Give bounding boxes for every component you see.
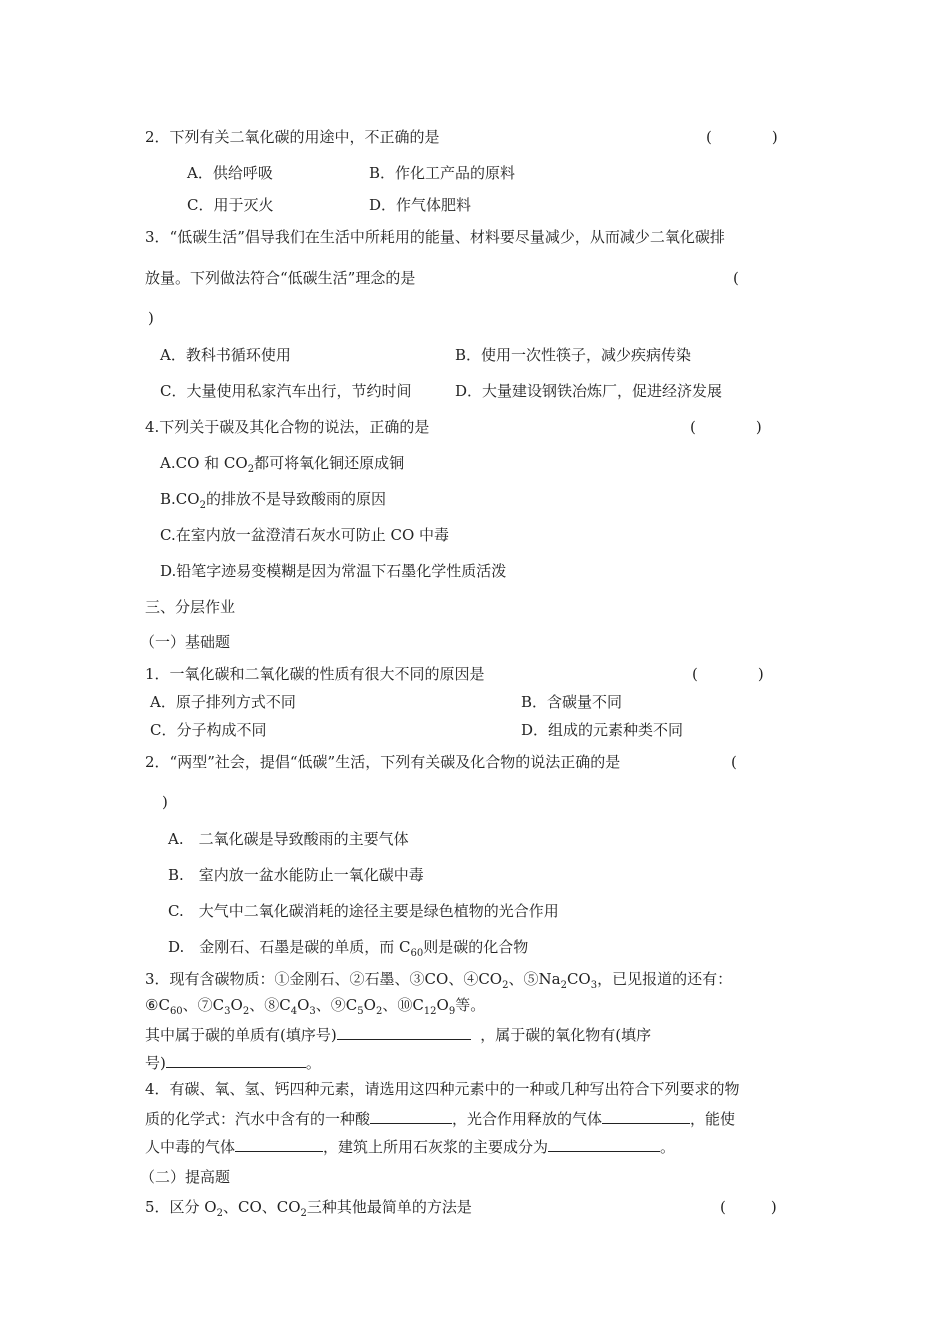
a5-stem: 5．区分 $O_2$、CO、$CO_2$三种其他最简单的方法是 <box>145 1198 472 1219</box>
b1-option-a: A．原子排列方式不同 <box>150 693 296 711</box>
q3-option-c: C．大量使用私家汽车出行，节约时间 <box>160 382 412 400</box>
b2-bracket-open: ( <box>731 753 737 771</box>
b3-line1: 3．现有含碳物质：①金刚石、②石墨、③CO、$④CO_2$、$⑤Na_2CO_3$，已见报道的还有： <box>145 970 733 991</box>
b4-blank-toxic-gas[interactable] <box>235 1135 323 1152</box>
q4-option-d: D.铅笔字迹易变模糊是因为常温下石墨化学性质活泼 <box>160 562 507 580</box>
q2-option-a: A．供给呼吸 <box>187 164 273 182</box>
q3-stem-line1: 3．“低碳生活”倡导我们在生活中所耗用的能量、材料要尽量减少，从而减少二氧化碳排 <box>145 228 725 246</box>
b3-blank-elements[interactable] <box>337 1023 471 1040</box>
q2-option-c: C．用于灭火 <box>187 196 274 214</box>
subsection-basic: （一）基础题 <box>140 633 231 651</box>
q2-option-b: B．作化工产品的原料 <box>369 164 516 182</box>
a5-answer-bracket: ( ) <box>720 1198 777 1216</box>
b4-blank-acid[interactable] <box>370 1107 452 1124</box>
b3-line2: $⑥C_{60}$、$⑦C_3O_2$、$⑧C_4O_3$、$⑨C_5O_2$、$⑩C_{12}O_9$等。 <box>145 996 486 1017</box>
b4-blank-gas[interactable] <box>602 1107 690 1124</box>
b2-bracket-close: ) <box>162 793 168 811</box>
b3-blank-oxides[interactable] <box>166 1051 306 1068</box>
q4-option-c: C.在室内放一盆澄清石灰水可防止 CO 中毒 <box>160 526 450 544</box>
q2-stem: 2．下列有关二氧化碳的用途中，不正确的是 <box>145 128 440 146</box>
q3-option-d: D．大量建设钢铁冶炼厂，促进经济发展 <box>455 382 723 400</box>
q4-answer-bracket: ( ) <box>690 418 762 436</box>
q3-bracket-open: ( <box>733 269 739 287</box>
b1-option-c: C．分子构成不同 <box>150 721 267 739</box>
b2-option-d: D. 金刚石、石墨是碳的单质，而 $C_{60}$则是碳的化合物 <box>168 938 529 959</box>
b4-line1: 4．有碳、氧、氢、钙四种元素，请选用这四种元素中的一种或几种写出符合下列要求的物 <box>145 1080 740 1098</box>
q3-option-b: B．使用一次性筷子，减少疾病传染 <box>455 346 692 364</box>
subsection-advanced: （二）提高题 <box>140 1168 231 1186</box>
q4-option-a: A.CO 和 $CO_2$都可将氧化铜还原成铜 <box>160 454 405 475</box>
b4-line2: 质的化学式：汽水中含有的一种酸 ，光合作用释放的气体 ，能使 <box>145 1107 735 1129</box>
q3-stem-line2: 放量。下列做法符合“低碳生活”理念的是 <box>145 269 416 287</box>
b1-option-d: D．组成的元素种类不同 <box>521 721 684 739</box>
b2-option-c: C. 大气中二氧化碳消耗的途径主要是绿色植物的光合作用 <box>168 902 559 920</box>
q2-answer-bracket: ( ) <box>706 128 778 146</box>
b1-answer-bracket: ( ) <box>692 665 764 683</box>
q3-option-a: A．教科书循环使用 <box>160 346 291 364</box>
section-title: 三、分层作业 <box>145 598 236 616</box>
q4-option-b: $B.CO_2$的排放不是导致酸雨的原因 <box>160 490 386 511</box>
b4-line3: 人中毒的气体 ，建筑上所用石灰浆的主要成分为 。 <box>145 1135 675 1157</box>
b2-option-b: B. 室内放一盆水能防止一氧化碳中毒 <box>168 866 424 884</box>
q4-stem: 4.下列关于碳及其化合物的说法，正确的是 <box>145 418 430 436</box>
b2-option-a: A. 二氧化碳是导致酸雨的主要气体 <box>168 830 409 848</box>
q3-bracket-close: ) <box>148 309 154 327</box>
b3-line4: 号) 。 <box>145 1051 321 1073</box>
b1-option-b: B．含碳量不同 <box>521 693 623 711</box>
b2-stem: 2．“两型”社会，提倡“低碳”生活，下列有关碳及化合物的说法正确的是 <box>145 753 621 771</box>
b4-blank-lime[interactable] <box>548 1135 660 1152</box>
b1-stem: 1．一氧化碳和二氧化碳的性质有很大不同的原因是 <box>145 665 485 683</box>
q2-option-d: D．作气体肥料 <box>369 196 472 214</box>
b3-line3: 其中属于碳的单质有(填序号) ，属于碳的氧化物有(填序 <box>145 1023 651 1045</box>
